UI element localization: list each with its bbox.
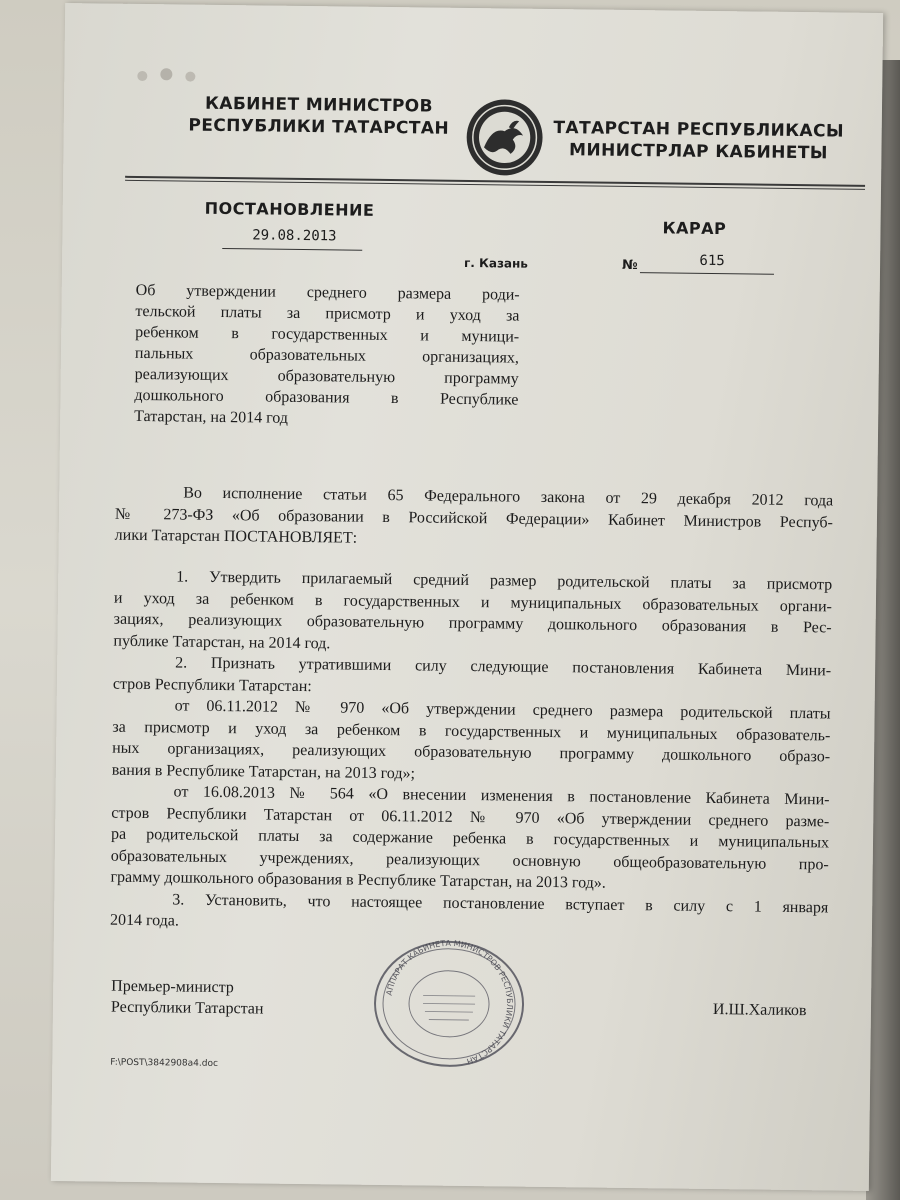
item-line: стров Республики Татарстан: xyxy=(112,675,312,695)
official-seal xyxy=(364,937,534,1071)
tatarstan-emblem-icon xyxy=(463,96,546,179)
signature-position-line2: Республики Татарстан xyxy=(110,998,264,1018)
intro-line: № 273-ФЗ «Об образовании в Российской Федерации» Кабинет Министров Респуб- xyxy=(114,505,834,531)
item-line: 2. Признать утратившими силу следующие постановления Кабинета Мини- xyxy=(175,654,832,680)
subject-line: пальных образовательных организациях, xyxy=(134,344,520,367)
file-reference: F:\POST\3842908a4.doc xyxy=(110,1057,218,1069)
subject-line: тельской платы за присмотр и уход за xyxy=(135,302,520,325)
doc-date: 29.08.2013 xyxy=(252,227,337,245)
intro-paragraph xyxy=(115,482,834,555)
seal-text: АППАРАТ КАБИНЕТА МИНИСТРОВ РЕСПУБЛИКИ ТАТАРСТАН xyxy=(384,938,515,1066)
doc-city: г. Казань xyxy=(463,255,529,271)
item-line: публике Татарстан, на 2014 год. xyxy=(113,632,331,652)
intro-line: лики Татарстан ПОСТАНОВЛЯЕТ: xyxy=(114,526,358,547)
items-section xyxy=(110,566,832,940)
doc-number: 615 xyxy=(699,252,725,270)
doc-type-tt: КАРАР xyxy=(662,218,727,239)
svg-text:АППАРАТ КАБИНЕТА МИНИСТРОВ РЕС xyxy=(384,938,515,1066)
header-left-line1: КАБИНЕТ МИНИСТРОВ xyxy=(204,93,434,117)
item-line: за присмотр и уход за ребенком в государственных и муниципальных образователь- xyxy=(112,718,831,744)
subject-line: Об утверждении среднего размера роди- xyxy=(135,281,520,304)
header-left-block xyxy=(164,92,475,140)
signature-position xyxy=(111,976,264,1020)
item-line: стров Республики Татарстан от 06.11.2012 № 970 «Об утверждении среднего разме- xyxy=(111,804,830,830)
signatory-name: И.Ш.Халиков xyxy=(712,1001,807,1020)
item-line: 2014 года. xyxy=(109,911,180,930)
item-line: 1. Утвердить прилагаемый средний размер родительской платы за присмотр xyxy=(176,568,833,594)
header-right-line2: МИНИСТРЛАР КАБИНЕТЫ xyxy=(569,140,828,164)
intro-line: Во исполнение статьи 65 Федерального закона от 29 декабря 2012 года xyxy=(183,484,834,510)
item-line: грамму дошкольного образования в Республике Татарстан, на 2013 год». xyxy=(110,868,606,892)
header-left-line2: РЕСПУБЛИКИ ТАТАРСТАН xyxy=(188,115,450,139)
header-right-line1: ТАТАРСТАН РЕСПУБЛИКАСЫ xyxy=(553,118,845,142)
document-page xyxy=(51,3,883,1191)
item-line: и уход за ребенком в государственных и муниципальных образовательных органи- xyxy=(113,589,833,615)
punch-marks xyxy=(124,56,214,97)
doc-number-sign: № xyxy=(621,257,638,274)
subject-line: Татарстан, на 2014 год xyxy=(134,407,289,427)
date-underline xyxy=(222,248,362,251)
item-line: зациях, реализующих образовательную программу дошкольного образования в Рес- xyxy=(113,610,832,637)
number-underline xyxy=(640,272,774,275)
item-line: от 16.08.2013 № 564 «О внесении изменения в постановление Кабинета Мини- xyxy=(173,783,830,809)
subject-line: ребенком в государственных и муници- xyxy=(135,323,520,346)
subject-line: дошкольного образования в Республике xyxy=(134,386,519,409)
doc-subject xyxy=(134,280,520,432)
doc-type-ru: ПОСТАНОВЛЕНИЕ xyxy=(204,198,375,220)
item-line: 3. Установить, что настоящее постановление вступает в силу с 1 января xyxy=(172,890,829,916)
header-right-block xyxy=(543,117,854,165)
item-line: ных организациях, реализующих образовательную программу дошкольного образо- xyxy=(112,739,831,766)
signature-position-line1: Премьер-министр xyxy=(111,977,234,997)
item-line: от 06.11.2012 № 970 «Об утверждении среднего размера родительской платы xyxy=(174,697,831,723)
subject-line: реализующих образовательную программу xyxy=(134,365,519,388)
item-line: образовательных учреждениях, реализующих основную общеобразовательную про- xyxy=(110,847,829,873)
item-line: ра родительской платы за содержание ребенка в государственных и муниципальных xyxy=(110,825,830,852)
item-line: вания в Республике Татарстан, на 2013 год»; xyxy=(111,761,416,782)
